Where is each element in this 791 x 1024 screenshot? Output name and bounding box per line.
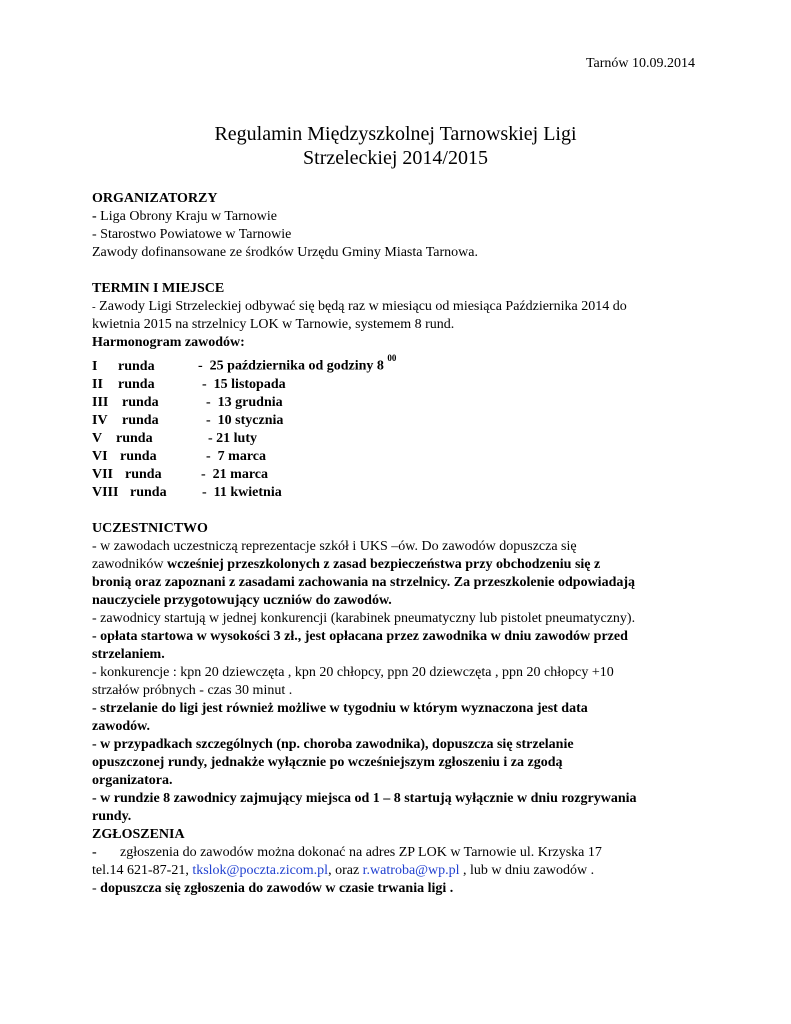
round-number: VI — [92, 448, 108, 464]
participation-p1-b-bold: wcześniej przeszkolonych z zasad bezpieczeństwa przy obchodzeniu się z — [167, 556, 601, 572]
round-number: VIII — [92, 484, 119, 500]
participation-p1-b-text: zawodników — [92, 556, 168, 572]
organizers-item-1-text: Liga Obrony Kraju w Tarnowie — [96, 209, 277, 224]
participation-p2: - zawodnicy startują w jednej konkurencji (karabinek pneumatyczny lub pistolet pneumatyczny). — [92, 610, 636, 626]
round-number: II — [92, 376, 103, 392]
round-number: IV — [92, 412, 108, 428]
participation-p3-b: strzelaniem. — [92, 646, 165, 662]
schedule-row — [92, 430, 712, 448]
participation-p5-a: - strzelanie do ligi jest również możliwe w tygodniu w którym wyznaczona jest data — [92, 700, 588, 716]
round-time-sup: 00 — [387, 353, 397, 363]
round-date: - 13 grudnia — [206, 394, 283, 410]
schedule-row — [92, 484, 712, 502]
term-heading: TERMIN I MIEJSCE — [92, 281, 225, 296]
participation-heading: UCZESTNICTWO — [92, 520, 208, 536]
participation-p1-d: nauczyciele przygotowujący uczniów do zawodów. — [92, 592, 392, 608]
schedule-row — [92, 448, 712, 466]
participation-p1-b — [92, 556, 712, 574]
round-date: - 21 marca — [201, 466, 268, 482]
round-label: runda — [122, 394, 159, 410]
round-date: - 25 października od godziny 8 — [198, 358, 384, 374]
applications-line-3-dash: - — [92, 880, 101, 896]
applications-line-2-mid: , oraz — [328, 862, 363, 878]
document-body — [92, 190, 712, 898]
round-label: runda — [118, 376, 155, 392]
term-line-1-text: Zawody Ligi Strzeleckiej odbywać się będą raz w miesiącu od miesiąca Października 2014 do — [95, 299, 627, 314]
participation-p6-a: - w przypadkach szczególnych (np. choroba zawodnika), dopuszcza się strzelanie — [92, 736, 574, 752]
round-label: runda — [122, 412, 159, 428]
schedule-row — [92, 412, 712, 430]
schedule-row — [92, 466, 712, 484]
round-date: - 15 listopada — [202, 376, 286, 392]
participation-p6-b: opuszczonej rundy, jednakże wyłącznie po wcześniejszym zgłoszeniu i za zgodą — [92, 754, 563, 770]
round-date: - 11 kwietnia — [202, 484, 282, 500]
participation-p4-a: - konkurencje : kpn 20 dziewczęta , kpn 20 chłopcy, ppn 20 dziewczęta , ppn 20 chłopcy +10 — [92, 664, 614, 680]
schedule-heading: Harmonogram zawodów: — [92, 335, 245, 350]
participation-p5-b: zawodów. — [92, 718, 150, 734]
round-number: I — [92, 358, 98, 374]
organizers-item-2: - Starostwo Powiatowe w Tarnowie — [92, 227, 292, 242]
organizers-item-1 — [92, 208, 712, 226]
round-date: - 21 luty — [208, 430, 257, 446]
title-line-1: Regulamin Międzyszkolnej Tarnowskiej Ligi — [214, 123, 577, 145]
applications-line-3 — [92, 880, 712, 898]
round-label: runda — [116, 430, 153, 446]
email-link-watroba[interactable]: r.watroba@wp.pl — [362, 862, 460, 878]
applications-line-3-text: dopuszcza się zgłoszenia do zawodów w czasie trwania ligi . — [100, 880, 454, 896]
participation-p1-c: bronią oraz zapoznani z zasadami zachowania na strzelnicy. Za przeszkolenie odpowiadają — [92, 574, 636, 590]
term-dash: - — [92, 301, 96, 313]
round-label: runda — [118, 358, 155, 374]
round-label: runda — [125, 466, 162, 482]
round-number: III — [92, 394, 109, 410]
schedule-list — [92, 352, 712, 502]
round-number: VII — [92, 466, 114, 482]
document-title — [0, 122, 791, 170]
email-link-tkslok[interactable]: tkslok@poczta.zicom.pl — [192, 862, 329, 878]
applications-line-1-text: zgłoszenia do zawodów można dokonać na adres ZP LOK w Tarnowie ul. Krzyska 17 — [120, 844, 602, 860]
schedule-row — [92, 394, 712, 412]
participation-p6-c: organizatora. — [92, 772, 173, 788]
participation-p7-b: rundy. — [92, 808, 132, 824]
applications-line-1 — [92, 844, 712, 862]
round-date: - 10 stycznia — [206, 412, 284, 428]
organizers-item-3: Zawody dofinansowane ze środków Urzędu Gminy Miasta Tarnowa. — [92, 245, 478, 260]
applications-line-2 — [92, 862, 712, 880]
term-line-1 — [92, 298, 712, 316]
round-date: - 7 marca — [206, 448, 266, 464]
participation-p4-b: strzałów próbnych - czas 30 minut . — [92, 682, 293, 698]
participation-p1-a: - w zawodach uczestniczą reprezentacje szkół i UKS –ów. Do zawodów dopuszcza się — [92, 538, 577, 554]
applications-dash: - — [92, 844, 97, 860]
participation-p7-a: - w rundzie 8 zawodnicy zajmujący miejsca od 1 – 8 startują wyłącznie w dniu rozgrywania — [92, 790, 637, 806]
title-line-2: Strzeleckiej 2014/2015 — [303, 147, 488, 169]
applications-line-2-end: , lub w dniu zawodów . — [459, 862, 595, 878]
schedule-row — [92, 352, 712, 376]
term-line-2: kwietnia 2015 na strzelnicy LOK w Tarnowie, systemem 8 rund. — [92, 317, 455, 332]
applications-phone: tel.14 621-87-21, — [92, 862, 193, 878]
round-label: runda — [130, 484, 167, 500]
applications-heading: ZGŁOSZENIA — [92, 826, 185, 842]
participation-p3-a: - opłata startowa w wysokości 3 zł., jest opłacana przez zawodnika w dniu zawodów przed — [92, 628, 628, 644]
schedule-row — [92, 376, 712, 394]
organizers-item-1-dash: - — [92, 209, 97, 224]
round-label: runda — [120, 448, 157, 464]
round-number: V — [92, 430, 103, 446]
document-date: Tarnów 10.09.2014 — [585, 56, 695, 71]
organizers-heading: ORGANIZATORZY — [92, 191, 218, 206]
